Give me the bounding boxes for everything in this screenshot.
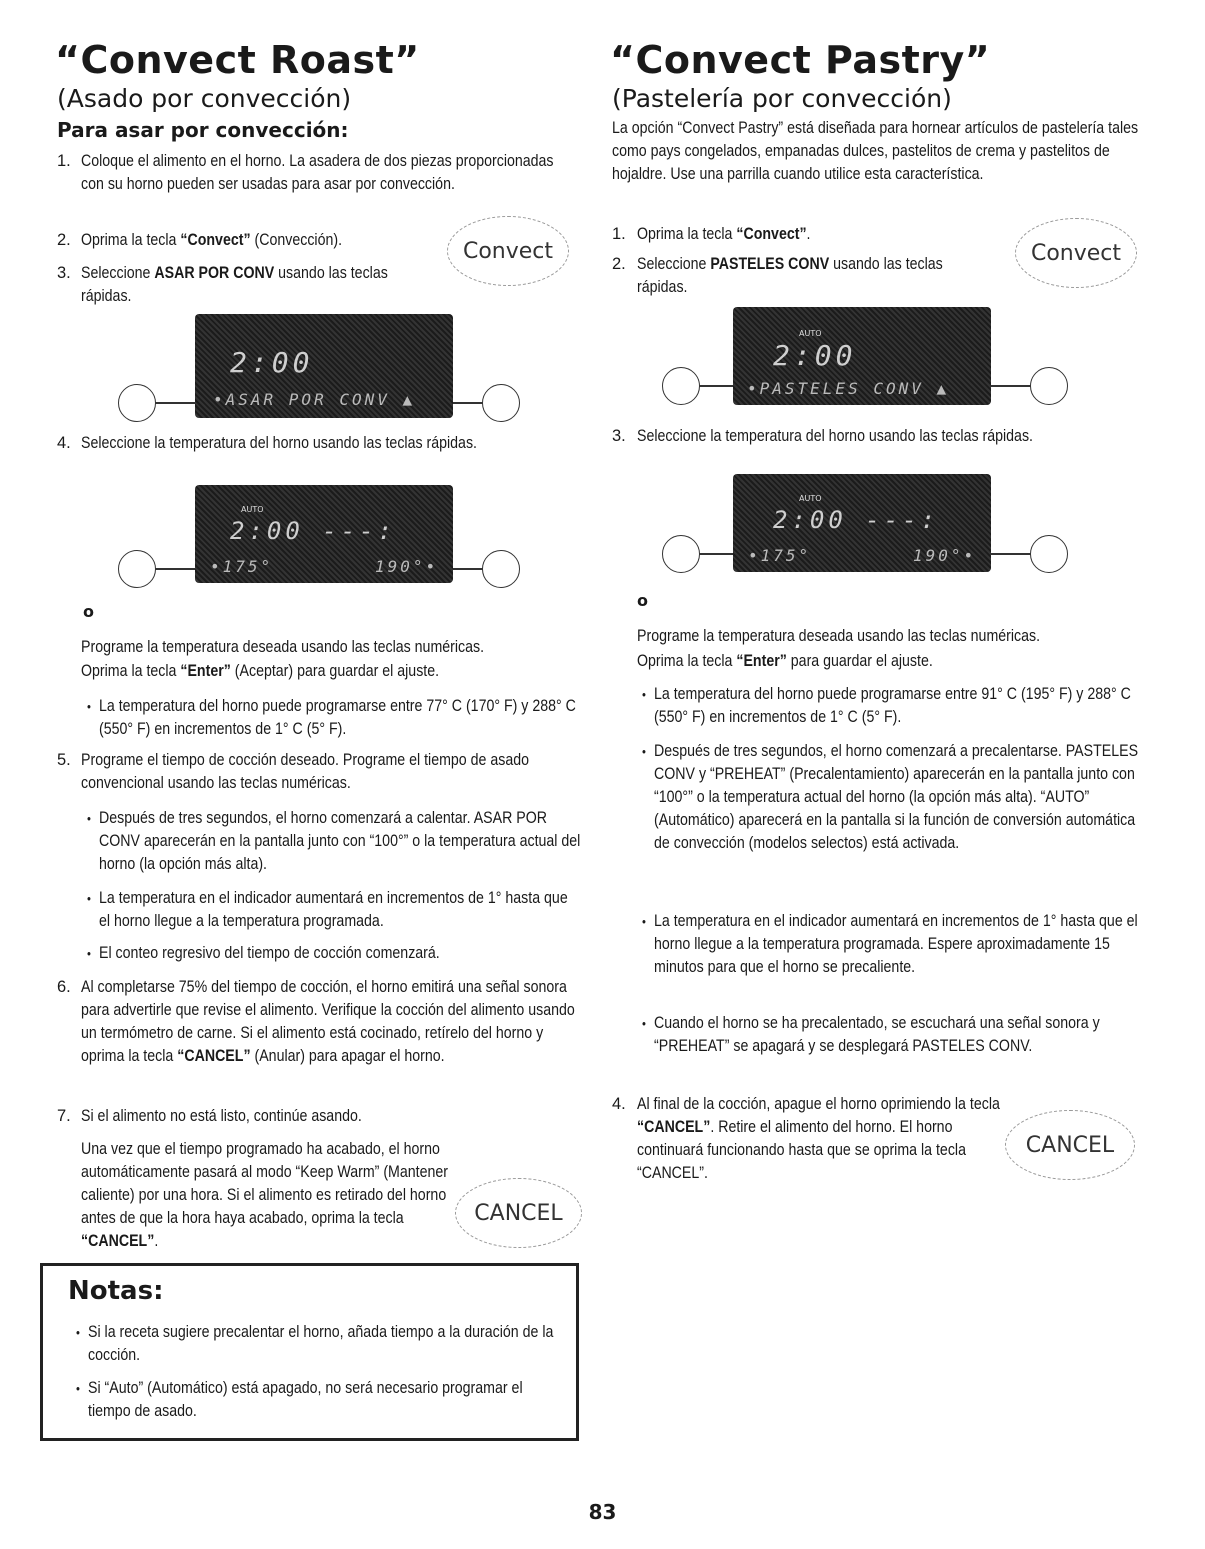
or-label: o — [637, 591, 648, 610]
or-label: o — [83, 602, 94, 621]
left-step2-text: Oprima la tecla “Convect” (Convección). — [81, 231, 343, 249]
left-step7-text: Si el alimento no está listo, continúe asando. — [81, 1107, 362, 1125]
left-bullet-c: • La temperatura en el indicador aumentará en incrementos de 1° hasta que el horno llegue a la temperatura programada. — [99, 887, 581, 933]
right-prog-text-2: Oprima la tecla “Enter” para guardar el ajuste. — [637, 652, 933, 670]
convect-key-right[interactable]: Convect — [1015, 218, 1137, 288]
left-prog-text-1: Programe la temperatura deseada usando las teclas numéricas. — [81, 638, 485, 656]
left-step7-num: 7. — [57, 1107, 71, 1125]
display-auto-indicator: AUTO — [241, 505, 264, 514]
right-title: “Convect Pastry” — [610, 38, 991, 82]
left-step1-text: Coloque el alimento en el horno. La asadera de dos piezas proporcionadas con su horno pueden ser usadas para asar por convección. — [81, 152, 554, 193]
right-intro: La opción “Convect Pastry” está diseñada para hornear artículos de pastelería tales como pays congelados, empanadas dulces, pastelitos de crema y pastelitos de hojaldre. Use una parrilla cuando utilice esta característica. — [612, 119, 1139, 183]
left-step4-num: 4. — [57, 434, 71, 452]
left-bullet-b: • Después de tres segundos, el horno comenzará a calentar. ASAR POR CONV aparecerán en la pantalla junto con “100°” o la temperatura actual del horno (la opción más alta). — [99, 807, 581, 876]
left-heading: Para asar por convección: — [57, 118, 349, 142]
right-knob[interactable] — [1030, 367, 1068, 405]
left-step6-text: Al completarse 75% del tiempo de cocción, el horno emitirá una señal sonora para advertirle que revise el alimento. Verifique la cocción del alimento usando un termómetro de carne. Si el alimento está cocinado, retírelo del horno y oprima la tecla “CANCEL” (Anular) para apagar el horno. — [81, 978, 575, 1065]
left-knob[interactable] — [662, 367, 700, 405]
left-step2-num: 2. — [57, 231, 71, 249]
left-step5-num: 5. — [57, 751, 71, 769]
display-mode-text: •ASAR POR CONV ▲ — [213, 390, 416, 409]
display-auto-indicator: AUTO — [799, 494, 822, 503]
right-step4-text: “CANCEL”. Retire el alimento del horno. El horno continuará funcionando hasta que se oprima la tecla “CANCEL”. — [637, 1118, 966, 1182]
right-step1-num: 1. — [612, 225, 626, 243]
left-knob[interactable] — [662, 535, 700, 573]
left-prog-text-2: Oprima la tecla “Enter” (Aceptar) para guardar el ajuste. — [81, 662, 440, 680]
display-panel — [195, 314, 453, 418]
display-panel — [733, 307, 991, 405]
left-bullet-a: • La temperatura del horno puede programarse entre 77° C (170° F) y 288° C (550° F) en incrementos de 1° C (5° F). — [99, 695, 581, 741]
display-temp-right: 190°• — [375, 557, 439, 576]
right-knob[interactable] — [482, 550, 520, 588]
display-temp-left: •175° — [210, 557, 274, 576]
left-step1-num: 1. — [57, 152, 71, 170]
display-temp-left: •175° — [748, 546, 812, 565]
left-subtitle: (Asado por convección) — [57, 84, 352, 113]
right-bullet-b: • Después de tres segundos, el horno comenzará a precalentarse. PASTELES CONV y “PREHEAT” (Precalentamiento) aparecerán en la pantalla junto con “100°” o la temperatura actual del horno (la opción más alta). “AUTO” (Automático) aparecerá en la pantalla si la función de conversión automática de convección (modelos selectos) está activada. — [654, 740, 1153, 855]
left-knob[interactable] — [118, 384, 156, 422]
notes-item-1: • Si la receta sugiere precalentar el horno, añada tiempo a la duración de la cocción. — [88, 1321, 557, 1367]
left-step6-num: 6. — [57, 978, 71, 996]
cancel-key-right[interactable]: CANCEL — [1005, 1110, 1135, 1180]
right-step1-text: Oprima la tecla “Convect”. — [637, 225, 811, 243]
convect-key-left[interactable]: Convect — [447, 216, 569, 286]
right-bullet-c: • La temperatura en el indicador aumentará en incrementos de 1° hasta que el horno llegue a la temperatura programada. Espere aproximadamente 15 minutos para que el horno se precaliente. — [654, 910, 1144, 979]
display-time: 2:00 ---: — [773, 506, 940, 534]
right-step2-num: 2. — [612, 255, 626, 273]
right-knob[interactable] — [482, 384, 520, 422]
notes-box — [40, 1263, 579, 1441]
left-step4-text: Seleccione la temperatura del horno usando las teclas rápidas. — [81, 434, 477, 452]
left-title: “Convect Roast” — [55, 38, 420, 82]
display-panel — [733, 474, 991, 572]
display-mode-text: •PASTELES CONV ▲ — [747, 379, 950, 398]
left-knob[interactable] — [118, 550, 156, 588]
cancel-key-left[interactable]: CANCEL — [455, 1178, 582, 1248]
right-subtitle: (Pastelería por convección) — [612, 84, 952, 113]
right-step3-num: 3. — [612, 427, 626, 445]
right-step4-line1: Al final de la cocción, apague el horno oprimiendo la tecla — [637, 1095, 1000, 1113]
left-keepwarm-text: Una vez que el tiempo programado ha acabado, el horno automáticamente pasará al modo “Keep Warm” (Mantener caliente) por una hora. Si el alimento es retirado del horno antes de que la hora haya acabado, oprima la tecla “CANCEL”. — [81, 1140, 449, 1250]
right-step3-text: Seleccione la temperatura del horno usando las teclas rápidas. — [637, 427, 1033, 445]
display-time: 2:00 ---: — [230, 517, 397, 545]
display-time: 2:00 — [230, 346, 314, 379]
right-prog-text-1: Programe la temperatura deseada usando las teclas numéricas. — [637, 627, 1041, 645]
left-bullet-d: • El conteo regresivo del tiempo de cocción comenzará. — [99, 942, 581, 965]
right-knob[interactable] — [1030, 535, 1068, 573]
left-step5-text: Programe el tiempo de cocción deseado. Programe el tiempo de asado convencional usando las teclas numéricas. — [81, 751, 530, 792]
notes-title: Notas: — [68, 1276, 164, 1306]
page-number: 83 — [588, 1500, 617, 1524]
display-temp-right: 190°• — [913, 546, 977, 565]
display-auto-indicator: AUTO — [799, 329, 822, 338]
right-bullet-d: • Cuando el horno se ha precalentado, se escuchará una señal sonora y “PREHEAT” se apagará y se desplegará PASTELES CONV. — [654, 1012, 1144, 1058]
right-step2-text: Seleccione PASTELES CONV usando las teclas rápidas. — [637, 255, 943, 296]
right-bullet-a: • La temperatura del horno puede programarse entre 91° C (195° F) y 288° C (550° F) en incrementos de 1° C (5° F). — [654, 683, 1136, 729]
display-time: 2:00 — [773, 339, 857, 372]
right-step4-num: 4. — [612, 1095, 626, 1113]
left-step3-text: Seleccione ASAR POR CONV usando las teclas rápidas. — [81, 264, 388, 305]
notes-item-2: • Si “Auto” (Automático) está apagado, no será necesario programar el tiempo de asado. — [88, 1377, 557, 1423]
display-panel — [195, 485, 453, 583]
left-step3-num: 3. — [57, 264, 71, 282]
